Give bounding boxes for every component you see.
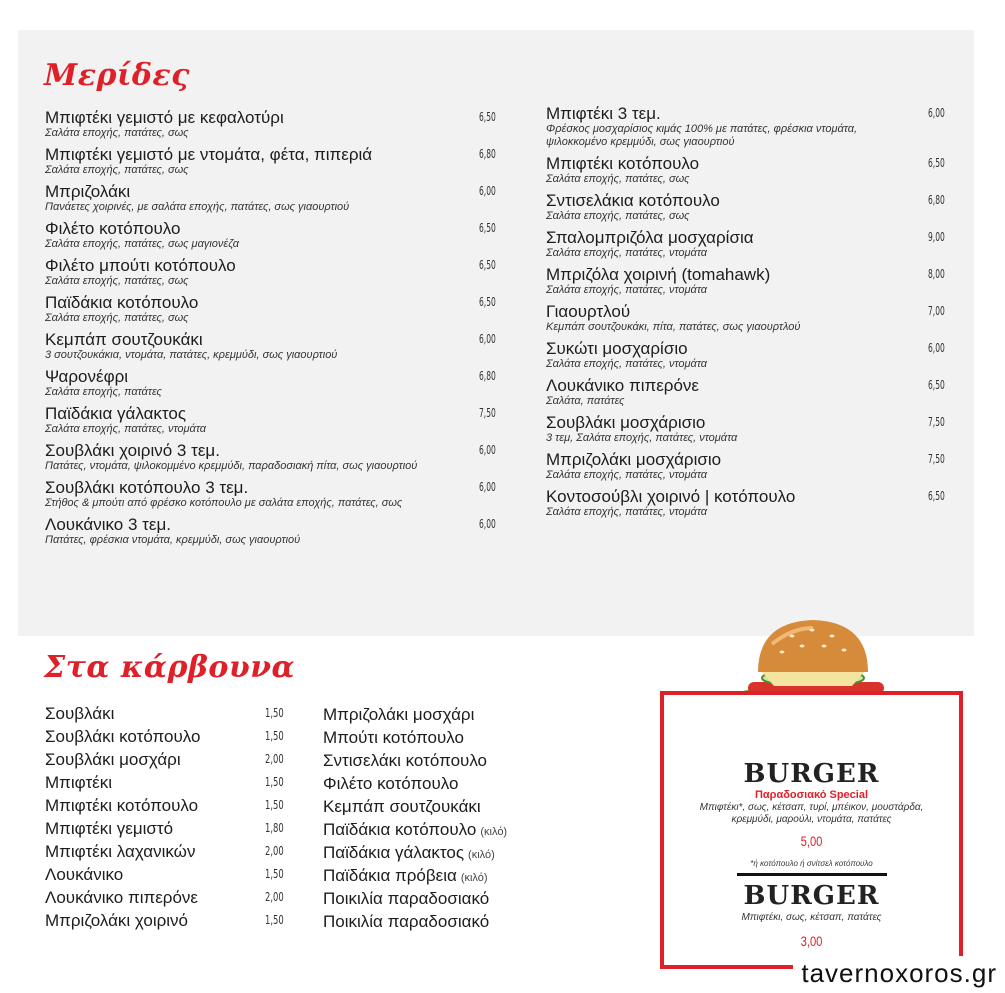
menu-item-price: 7,50 — [928, 452, 945, 466]
menu-item-description: 3 σουτζουκάκια, ντομάτα, πατάτες, κρεμμύδι, σως γιαουρτιού — [45, 349, 338, 361]
burger-divider — [737, 873, 887, 876]
menu-item-price: 6,50 — [928, 378, 945, 392]
burger-box — [660, 691, 963, 969]
menu-item-description: Σαλάτα εποχής, πατάτες, σως — [546, 210, 690, 222]
burger-special-description: Μπιφτέκι*, σως, κέτσαπ, τυρί, μπέικον, μουστάρδα, κρεμμύδι, μαρούλι, ντομάτα, πατάτες — [699, 802, 924, 825]
grill-item-label: Φιλέτο κοτόπουλο — [323, 774, 459, 793]
menu-item-name: Συκώτι μοσχαρίσιο — [546, 339, 688, 358]
burger-title-simple: BURGER — [743, 881, 880, 911]
menu-item-name: Μπιφτέκι 3 τεμ. — [546, 104, 661, 123]
menu-item-price: 6,00 — [479, 443, 496, 457]
menu-item-name: Παϊδάκια γάλακτος — [45, 404, 187, 423]
grill-item-label: Σντισελάκι κοτόπουλο — [323, 751, 488, 770]
menu-item-price: 6,00 — [479, 332, 496, 346]
menu-item-description: Πανάετες χοιρινές, με σαλάτα εποχής, πατάτες, σως γιαουρτιού — [45, 201, 350, 213]
menu-item-description: Σαλάτα εποχής, πατάτες, ντομάτα — [546, 358, 708, 370]
menu-item-description: Σαλάτα, πατάτες — [546, 395, 625, 407]
menu-item — [45, 515, 500, 547]
menu-item-description: Κεμπάπ σουτζουκάκι, πίτα, πατάτες, σως γιαουρτλού — [546, 321, 801, 333]
menu-item — [45, 108, 500, 140]
menu-item — [546, 487, 946, 519]
menu-item-description: 3 τεμ, Σαλάτα εποχής, πατάτες, ντομάτα — [546, 432, 738, 444]
menu-item — [546, 376, 946, 408]
grill-item-label: Ποικιλία παραδοσιακό — [323, 912, 490, 931]
menu-item-name: Φιλέτο μπούτι κοτόπουλο — [45, 256, 236, 275]
menu-item-description: Σαλάτα εποχής, πατάτες, σως — [45, 275, 189, 287]
menu-item-price: 6,00 — [479, 184, 496, 198]
menu-item-description: Σαλάτα εποχής, πατάτες — [45, 386, 162, 398]
grill-item-label: Παϊδάκια γάλακτος — [323, 843, 465, 862]
menu-item — [546, 104, 946, 149]
menu-item-price: 6,00 — [479, 517, 496, 531]
grill-item-unit: (κιλό) — [468, 849, 495, 861]
menu-item-description: Σαλάτα εποχής, πατάτες, ντομάτα — [45, 423, 207, 435]
menu-item-price: 6,50 — [479, 221, 496, 235]
menu-item-name: Κοντοσούβλι χοιρινό | κοτόπουλο — [546, 487, 796, 506]
menu-item-name: Μπριζόλα χοιρινή (tomahawk) — [546, 265, 771, 284]
merides-title: Μερίδες — [44, 58, 190, 93]
menu-item-name: Μπιφτέκι γεμιστό με ντομάτα, φέτα, πιπεριά — [45, 145, 373, 164]
menu-item-name: Μπιφτέκι κοτόπουλο — [546, 154, 700, 173]
menu-item-price: 6,50 — [479, 258, 496, 272]
grill-item-unit: (κιλό) — [480, 826, 508, 838]
menu-item-name: Σουβλάκι μοσχάρισιο — [546, 413, 706, 432]
grill-item-price: 1,80 — [265, 821, 284, 835]
menu-item-price: 6,50 — [479, 295, 496, 309]
grill-item-name: Λουκάνικο — [45, 865, 124, 884]
grill-item-name — [323, 705, 474, 725]
grill-item-name: Μπιφτέκι λαχανικών — [45, 842, 196, 861]
menu-item-price: 9,00 — [928, 230, 945, 244]
grill-item-name: Σουβλάκι κοτόπουλο — [45, 727, 201, 746]
menu-item-price: 7,00 — [928, 304, 945, 318]
menu-item-price: 6,50 — [928, 156, 945, 170]
menu-item-description: Στήθος & μπούτι από φρέσκο κοτόπουλο με σαλάτα εποχής, πατάτες, σως — [45, 497, 403, 509]
grill-item-name — [323, 912, 489, 932]
menu-item-description: Σαλάτα εποχής, πατάτες, ντομάτα — [546, 469, 708, 481]
menu-item — [546, 191, 946, 223]
menu-item-price: 6,80 — [479, 369, 496, 383]
grill-item-price: 1,50 — [265, 867, 284, 881]
menu-item-description: Σαλάτα εποχής, πατάτες, σως μαγιονέζα — [45, 238, 240, 250]
grill-item-name — [323, 843, 495, 863]
grill-item-name: Μπιφτέκι γεμιστό — [45, 819, 174, 838]
menu-item-description: Σαλάτα εποχής, πατάτες, σως — [45, 127, 189, 139]
menu-item — [546, 154, 946, 186]
burger-special-price: 5,00 — [800, 833, 823, 849]
menu-item-name: Μπριζολάκι — [45, 182, 131, 201]
grill-item-price: 1,50 — [265, 775, 284, 789]
menu-item — [546, 450, 946, 482]
burger-simple-price: 3,00 — [800, 933, 823, 949]
karvouna-title: Στα κάρβουνα — [44, 650, 296, 685]
grill-item-price: 1,50 — [265, 706, 284, 720]
grill-item-unit: (κιλό) — [460, 872, 488, 884]
menu-item-description: Σαλάτα εποχής, πατάτες, σως — [45, 312, 189, 324]
grill-item-price: 2,00 — [265, 844, 284, 858]
menu-item-name: Γιαουρτλού — [546, 302, 631, 321]
menu-item-name: Λουκάνικο πιπερόνε — [546, 376, 699, 395]
grill-item-label: Μπριζολάκι μοσχάρι — [323, 705, 475, 724]
grill-item-name: Σουβλάκι μοσχάρι — [45, 750, 181, 769]
grill-item-price: 1,50 — [265, 798, 284, 812]
menu-item-price: 6,50 — [928, 489, 945, 503]
grill-item-price: 1,50 — [265, 913, 284, 927]
menu-item-description: Φρέσκος μοσχαρίσιος κιμάς 100% με πατάτες, φρέσκια ντομάτα, ψιλοκκομένο κρεμμύδι, σως γιαουρτιού — [546, 123, 858, 148]
grill-item-price: 2,00 — [265, 890, 284, 904]
menu-item — [45, 404, 500, 436]
grill-item-name — [323, 889, 489, 909]
menu-item — [45, 293, 500, 325]
grill-item-name — [323, 751, 487, 771]
grill-item-label: Ποικιλία παραδοσιακό — [323, 889, 490, 908]
menu-item-price: 6,80 — [479, 147, 496, 161]
grill-item-label: Παϊδάκια πρόβεια — [323, 866, 457, 885]
menu-item-name: Σουβλάκι κοτόπουλο 3 τεμ. — [45, 478, 249, 497]
menu-item-price: 6,50 — [479, 110, 496, 124]
grill-item-name: Μπριζολάκι χοιρινό — [45, 911, 188, 930]
menu-item-description: Πατάτες, ντομάτα, ψιλοκομμένο κρεμμύδι, παραδοσιακή πίτα, σως γιαουρτιού — [45, 460, 418, 472]
menu-item-price: 6,00 — [928, 106, 945, 120]
menu-item — [45, 219, 500, 251]
menu-item — [546, 413, 946, 445]
menu-item-name: Σουβλάκι χοιρινό 3 τεμ. — [45, 441, 220, 460]
burger-title-special: BURGER — [743, 759, 880, 789]
menu-item-name: Παϊδάκια κοτόπουλο — [45, 293, 199, 312]
menu-item-price: 8,00 — [928, 267, 945, 281]
burger-subtitle: Παραδοσιακό Special — [754, 789, 869, 801]
menu-item-price: 7,50 — [928, 415, 945, 429]
menu-item-price: 6,00 — [928, 341, 945, 355]
menu-item — [45, 182, 500, 214]
menu-item-name: Λουκάνικο 3 τεμ. — [45, 515, 171, 534]
menu-item-description: Πατάτες, φρέσκια ντομάτα, κρεμμύδι, σως γιαουρτιού — [45, 534, 301, 546]
merides-right-column — [546, 104, 946, 524]
grill-item-name: Μπιφτέκι κοτόπουλο — [45, 796, 199, 815]
menu-item-name: Ψαρονέφρι — [45, 367, 129, 386]
menu-item — [546, 228, 946, 260]
menu-item-name: Μπιφτέκι γεμιστό με κεφαλοτύρι — [45, 108, 284, 127]
menu-item — [45, 478, 500, 510]
menu-item — [546, 339, 946, 371]
grill-item-label: Μπούτι κοτόπουλο — [323, 728, 464, 747]
burger-simple-description: Μπιφτέκι, σως, κέτσαπ, πατάτες — [741, 912, 882, 923]
grill-item-name: Σουβλάκι — [45, 704, 115, 723]
menu-item — [546, 302, 946, 334]
menu-item-description: Σαλάτα εποχής, πατάτες, σως — [546, 173, 690, 185]
burger-note: *ή κοτόπουλο ή σνίτσελ κοτόπουλο — [750, 859, 873, 868]
grill-item-name: Λουκάνικο πιπερόνε — [45, 888, 198, 907]
watermark: tavernoxoros.gr — [793, 956, 1005, 993]
grill-item-price: 1,50 — [265, 729, 284, 743]
menu-item-price: 7,50 — [479, 406, 496, 420]
grill-item-price: 2,00 — [265, 752, 284, 766]
menu-item-name: Μπριζολάκι μοσχάρισιο — [546, 450, 722, 469]
grill-item-label: Κεμπάπ σουτζουκάκι — [323, 797, 481, 816]
menu-item-description: Σαλάτα εποχής, πατάτες, ντομάτα — [546, 284, 708, 296]
grill-item-name — [323, 774, 458, 794]
grill-item-name — [323, 728, 464, 748]
merides-left-column — [45, 108, 500, 552]
menu-item-description: Σαλάτα εποχής, πατάτες, σως — [45, 164, 189, 176]
menu-item-name: Σντισελάκια κοτόπουλο — [546, 191, 720, 210]
menu-item-description: Σαλάτα εποχής, πατάτες, ντομάτα — [546, 247, 708, 259]
menu-item — [546, 265, 946, 297]
menu-item-price: 6,00 — [479, 480, 496, 494]
menu-item-price: 6,80 — [928, 193, 945, 207]
menu-item — [45, 330, 500, 362]
grill-item-name — [323, 866, 488, 886]
menu-item-name: Φιλέτο κοτόπουλο — [45, 219, 181, 238]
menu-item-description: Σαλάτα εποχής, πατάτες, ντομάτα — [546, 506, 708, 518]
menu-item-name: Κεμπάπ σουτζουκάκι — [45, 330, 203, 349]
grill-item-name — [323, 797, 481, 817]
menu-item — [45, 367, 500, 399]
grill-item-name: Μπιφτέκι — [45, 773, 113, 792]
menu-item — [45, 145, 500, 177]
grill-item-label: Παϊδάκια κοτόπουλο — [323, 820, 477, 839]
menu-item — [45, 441, 500, 473]
grill-item-name — [323, 820, 507, 840]
menu-item — [45, 256, 500, 288]
menu-item-name: Σπαλομπριζόλα μοσχαρίσια — [546, 228, 754, 247]
